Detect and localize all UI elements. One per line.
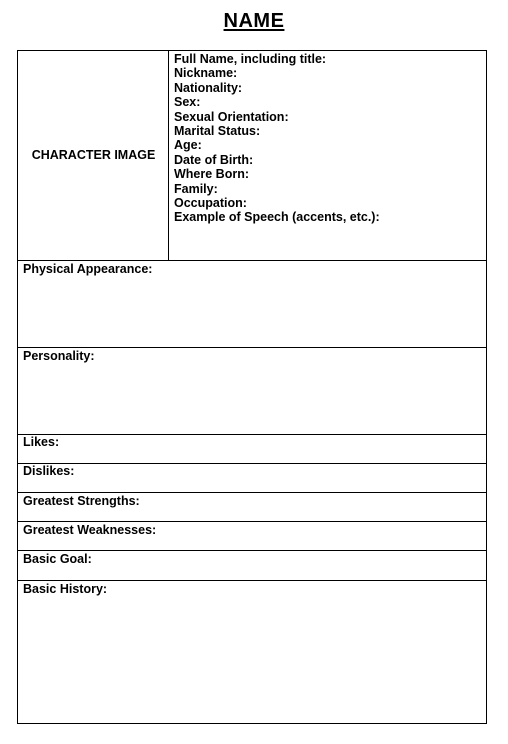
divider-strengths (18, 492, 486, 493)
section-basic-history[interactable]: Basic History: (23, 582, 108, 596)
section-basic-goal[interactable]: Basic Goal: (23, 552, 92, 566)
field-sexual-orientation: Sexual Orientation: (174, 109, 289, 124)
section-dislikes[interactable]: Dislikes: (23, 464, 75, 478)
field-occupation: Occupation: (174, 195, 247, 210)
section-personality[interactable]: Personality: (23, 349, 95, 363)
field-marital-status: Marital Status: (174, 123, 261, 138)
divider-physical (18, 260, 486, 261)
page-title: NAME (223, 10, 285, 32)
field-where-born: Where Born: (174, 167, 249, 182)
character-image-label: CHARACTER IMAGE (31, 148, 156, 163)
character-image-placeholder[interactable] (18, 51, 169, 260)
character-fields (174, 52, 484, 225)
divider-weaknesses (18, 521, 486, 522)
character-sheet (17, 50, 487, 724)
divider-personality (18, 347, 486, 348)
field-family: Family: (174, 181, 218, 196)
divider-history (18, 580, 486, 581)
field-full-name: Full Name, including title: (174, 52, 327, 66)
field-example-of-speech: Example of Speech (accents, etc.): (174, 210, 380, 225)
field-sex: Sex: (174, 95, 201, 110)
field-nickname: Nickname: (174, 66, 238, 81)
field-nationality: Nationality: (174, 80, 243, 95)
divider-likes (18, 434, 486, 435)
field-age: Age: (174, 138, 202, 153)
divider-goal (18, 550, 486, 551)
section-greatest-strengths[interactable]: Greatest Strengths: (23, 494, 140, 508)
section-likes[interactable]: Likes: (23, 435, 60, 449)
field-date-of-birth: Date of Birth: (174, 152, 254, 167)
section-physical-appearance[interactable]: Physical Appearance: (23, 262, 153, 276)
section-greatest-weaknesses[interactable]: Greatest Weaknesses: (23, 523, 157, 537)
divider-dislikes (18, 463, 486, 464)
